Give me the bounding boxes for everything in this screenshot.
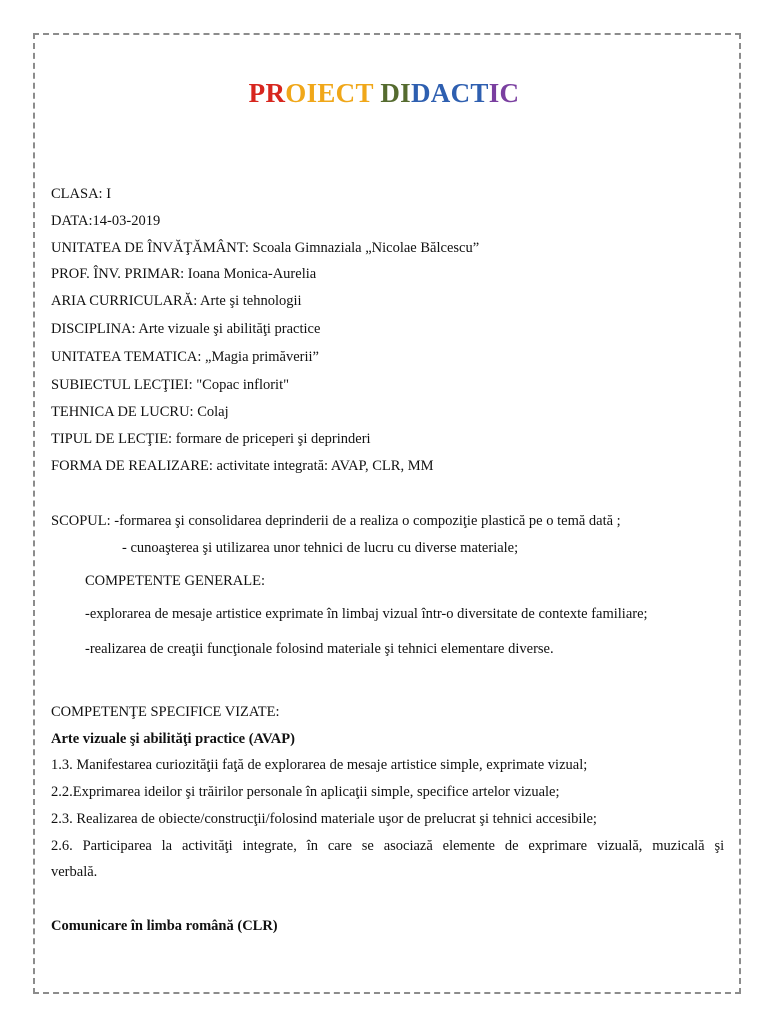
word: şi (714, 838, 725, 854)
word: vizuală, (596, 838, 643, 854)
word: exprimare (528, 838, 588, 854)
word: 2.6. (51, 838, 73, 854)
word: muzicală (652, 838, 705, 854)
word: la (161, 838, 173, 854)
clr-heading: Comunicare în limba română (CLR) (51, 918, 278, 934)
word: care (327, 838, 352, 854)
subiectul-line: SUBIECTUL LECŢIEI: "Copac inflorit" (51, 377, 290, 393)
forma-line: FORMA DE REALIZARE: activitate integrată: AVAP, CLR, MM (51, 458, 434, 474)
competenta-2-6-end: verbală. (51, 864, 98, 880)
tehnica-line: TEHNICA DE LUCRU: Colaj (51, 404, 229, 420)
title-part: IC (488, 78, 520, 108)
competenta-2-3: 2.3. Realizarea de obiecte/construcţii/folosind materiale uşor de prelucrat şi tehnici accesibile; (51, 811, 597, 827)
competente-generale-heading: COMPETENTE GENERALE: (85, 573, 266, 589)
clasa-line: CLASA: I (51, 186, 112, 202)
disciplina-line: DISCIPLINA: Arte vizuale şi abilităţi practice (51, 321, 321, 337)
title-part: DACT (410, 78, 489, 108)
word: asociază (383, 838, 433, 854)
avap-heading: Arte vizuale şi abilităţi practice (AVAP) (51, 731, 295, 747)
unitatea-line: UNITATEA DE ÎNVĂŢĂMÂNT: Scoala Gimnaziala „Nicolae Bălcescu” (51, 240, 480, 256)
data-line: DATA:14-03-2019 (51, 213, 161, 229)
word: integrate, (242, 838, 297, 854)
competenta-2-2: 2.2.Exprimarea ideilor şi trăirilor personale în aplicaţii simple, specifice artelor vizuale; (51, 784, 560, 800)
competenta-generala-1: -explorarea de mesaje artistice exprimate în limbaj vizual într-o diversitate de contexte familiare; (85, 606, 648, 622)
word: elemente (442, 838, 495, 854)
word: de (504, 838, 519, 854)
competenta-2-6 (51, 838, 724, 855)
tipul-line: TIPUL DE LECŢIE: formare de priceperi şi deprinderi (51, 431, 371, 447)
scopul-line-2: - cunoaşterea şi utilizarea unor tehnici de lucru cu diverse materiale; (122, 540, 519, 556)
word: activităţi (181, 838, 233, 854)
aria-line: ARIA CURRICULARĂ: Arte şi tehnologii (51, 293, 302, 309)
word: în (306, 838, 318, 854)
word: se (361, 838, 374, 854)
page-title (0, 78, 768, 109)
competenta-1-3: 1.3. Manifestarea curiozităţii faţă de explorarea de mesaje artistice simple, exprimate vizual; (51, 757, 588, 773)
tematica-line: UNITATEA TEMATICA: „Magia primăverii” (51, 349, 319, 365)
word: Participarea (82, 838, 152, 854)
title-part: OIECT (285, 78, 374, 108)
competente-specifice-heading: COMPETENŢE SPECIFICE VIZATE: (51, 704, 280, 720)
competenta-generala-2: -realizarea de creaţii funcţionale folosind materiale şi tehnici elementare diverse. (85, 641, 554, 657)
scopul-line: SCOPUL: -formarea şi consolidarea deprinderii de a realiza o compoziţie plastică pe o temă dată ; (51, 513, 621, 529)
title-part: DI (380, 78, 411, 108)
prof-line: PROF. ÎNV. PRIMAR: Ioana Monica-Aurelia (51, 266, 317, 282)
title-part: PR (248, 78, 286, 108)
